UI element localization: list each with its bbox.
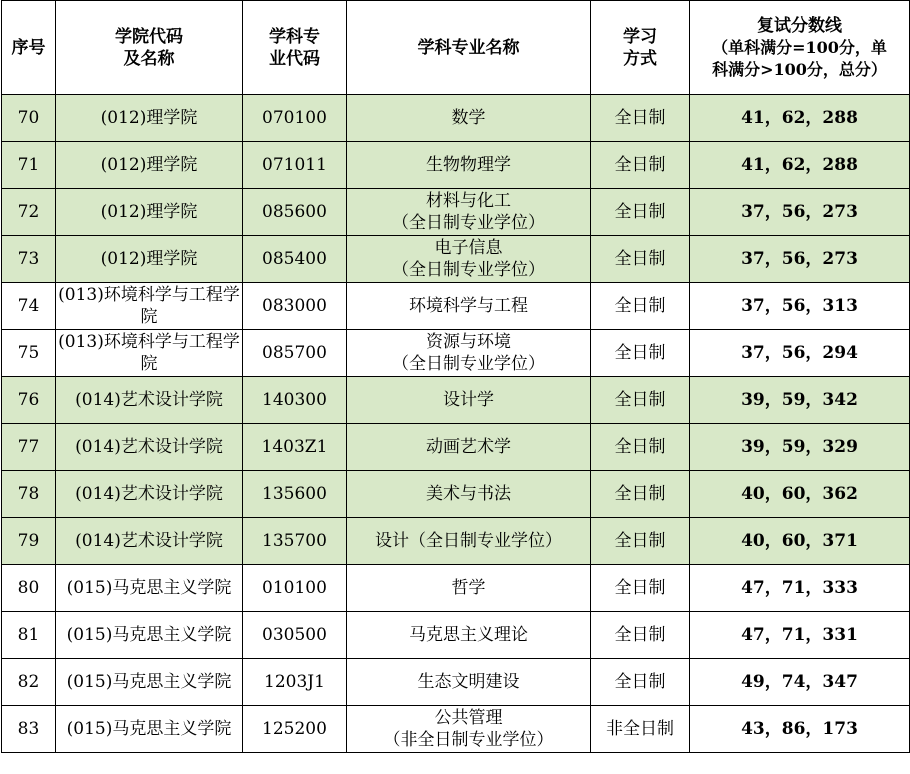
row-major-name — [347, 706, 591, 753]
row-major-name — [347, 659, 591, 706]
row-major-name — [347, 377, 591, 424]
row-school: (014)艺术设计学院 — [56, 471, 243, 518]
header-score — [690, 1, 910, 95]
row-school: (015)马克思主义学院 — [56, 565, 243, 612]
row-major-name — [347, 283, 591, 330]
row-score: 37，56，294 — [690, 330, 910, 377]
table-row — [2, 471, 910, 518]
row-school: (012)理学院 — [56, 236, 243, 283]
table-row — [2, 612, 910, 659]
row-study-mode: 全日制 — [591, 424, 690, 471]
row-study-mode: 全日制 — [591, 283, 690, 330]
header-school — [56, 1, 243, 95]
row-no: 80 — [2, 565, 56, 612]
header-mode-line2: 方式 — [623, 48, 657, 69]
row-major-name-line: 设计（全日制专业学位） — [375, 531, 562, 551]
row-major-name — [347, 518, 591, 565]
row-no: 73 — [2, 236, 56, 283]
header-school-line2: 及名称 — [123, 48, 175, 69]
row-major-name — [347, 612, 591, 659]
row-study-mode: 全日制 — [591, 565, 690, 612]
row-no: 82 — [2, 659, 56, 706]
table-row — [2, 142, 910, 189]
table-row — [2, 565, 910, 612]
header-code-line1: 学科专 — [269, 26, 320, 47]
table-row — [2, 706, 910, 753]
row-code: 1403Z1 — [243, 424, 347, 471]
table-row — [2, 236, 910, 283]
row-no: 74 — [2, 283, 56, 330]
row-score: 39，59，342 — [690, 377, 910, 424]
row-score: 37，56，273 — [690, 236, 910, 283]
table-row — [2, 424, 910, 471]
row-no: 75 — [2, 330, 56, 377]
row-school: (013)环境科学与工程学院 — [56, 283, 243, 330]
row-major-name-line: （全日制专业学位） — [392, 213, 545, 233]
header-school-line1: 学院代码 — [115, 26, 183, 47]
row-code: 085700 — [243, 330, 347, 377]
row-major-name — [347, 471, 591, 518]
row-major-name-line: 生物物理学 — [426, 155, 511, 175]
row-study-mode: 全日制 — [591, 330, 690, 377]
row-school: (014)艺术设计学院 — [56, 518, 243, 565]
row-study-mode: 全日制 — [591, 471, 690, 518]
row-school: (014)艺术设计学院 — [56, 424, 243, 471]
row-no: 77 — [2, 424, 56, 471]
row-study-mode: 全日制 — [591, 659, 690, 706]
header-no: 序号 — [2, 1, 56, 95]
row-code: 030500 — [243, 612, 347, 659]
row-code: 125200 — [243, 706, 347, 753]
row-school: (012)理学院 — [56, 189, 243, 236]
row-major-name-line: （非全日制专业学位） — [383, 730, 554, 750]
row-major-name-line: 环境科学与工程 — [409, 296, 528, 316]
header-code — [243, 1, 347, 95]
row-no: 83 — [2, 706, 56, 753]
row-score: 41，62，288 — [690, 95, 910, 142]
row-score: 40，60，362 — [690, 471, 910, 518]
table-header-row — [2, 1, 910, 95]
row-code: 135700 — [243, 518, 347, 565]
row-code: 070100 — [243, 95, 347, 142]
row-no: 78 — [2, 471, 56, 518]
header-code-line2: 业代码 — [269, 48, 320, 69]
row-major-name-line: 资源与环境 — [426, 332, 511, 352]
row-major-name-line: 公共管理 — [434, 708, 503, 728]
row-code: 083000 — [243, 283, 347, 330]
row-score: 41，62，288 — [690, 142, 910, 189]
table-row — [2, 95, 910, 142]
row-code: 1203J1 — [243, 659, 347, 706]
row-score: 47，71，333 — [690, 565, 910, 612]
table-row — [2, 518, 910, 565]
row-major-name — [347, 95, 591, 142]
row-school: (015)马克思主义学院 — [56, 612, 243, 659]
row-major-name — [347, 330, 591, 377]
row-no: 79 — [2, 518, 56, 565]
row-score: 43，86，173 — [690, 706, 910, 753]
row-no: 70 — [2, 95, 56, 142]
score-line-table — [1, 0, 910, 753]
row-no: 72 — [2, 189, 56, 236]
table-row — [2, 330, 910, 377]
row-major-name-line: 电子信息 — [434, 238, 503, 258]
row-major-name — [347, 565, 591, 612]
row-major-name — [347, 142, 591, 189]
row-score: 37，56，313 — [690, 283, 910, 330]
header-name: 学科专业名称 — [347, 1, 591, 95]
row-major-name-line: 生态文明建设 — [417, 672, 520, 692]
row-study-mode: 全日制 — [591, 95, 690, 142]
row-major-name-line: （全日制专业学位） — [392, 354, 545, 374]
row-major-name-line: （全日制专业学位） — [392, 260, 545, 280]
row-score: 47，71，331 — [690, 612, 910, 659]
row-major-name — [347, 424, 591, 471]
row-major-name — [347, 236, 591, 283]
row-major-name-line: 哲学 — [451, 578, 486, 598]
row-score: 49，74，347 — [690, 659, 910, 706]
row-code: 085400 — [243, 236, 347, 283]
row-study-mode: 全日制 — [591, 377, 690, 424]
row-score: 37，56，273 — [690, 189, 910, 236]
row-major-name-line: 美术与书法 — [426, 484, 511, 504]
header-score-line2: （单科满分=100分，单 — [712, 37, 887, 57]
row-no: 81 — [2, 612, 56, 659]
row-major-name — [347, 189, 591, 236]
header-score-line3: 科满分>100分，总分） — [712, 59, 887, 79]
row-study-mode: 全日制 — [591, 236, 690, 283]
row-major-name-line: 数学 — [451, 108, 486, 128]
row-code: 010100 — [243, 565, 347, 612]
row-code: 085600 — [243, 189, 347, 236]
row-study-mode: 全日制 — [591, 612, 690, 659]
row-code: 071011 — [243, 142, 347, 189]
row-score: 39，59，329 — [690, 424, 910, 471]
header-score-line1: 复试分数线 — [757, 15, 842, 36]
table-row — [2, 659, 910, 706]
row-study-mode: 全日制 — [591, 518, 690, 565]
row-school: (015)马克思主义学院 — [56, 659, 243, 706]
table-body — [2, 95, 910, 753]
row-code: 135600 — [243, 471, 347, 518]
row-school: (013)环境科学与工程学院 — [56, 330, 243, 377]
row-code: 140300 — [243, 377, 347, 424]
row-major-name-line: 马克思主义理论 — [409, 625, 528, 645]
row-no: 71 — [2, 142, 56, 189]
row-study-mode: 全日制 — [591, 189, 690, 236]
row-school: (015)马克思主义学院 — [56, 706, 243, 753]
row-major-name-line: 设计学 — [443, 390, 494, 410]
row-school: (014)艺术设计学院 — [56, 377, 243, 424]
header-mode — [591, 1, 690, 95]
row-study-mode: 非全日制 — [591, 706, 690, 753]
row-no: 76 — [2, 377, 56, 424]
table-row — [2, 283, 910, 330]
row-school: (012)理学院 — [56, 142, 243, 189]
row-score: 40，60，371 — [690, 518, 910, 565]
row-major-name-line: 材料与化工 — [426, 191, 511, 211]
table-row — [2, 377, 910, 424]
row-study-mode: 全日制 — [591, 142, 690, 189]
header-mode-line1: 学习 — [623, 26, 657, 47]
table-row — [2, 189, 910, 236]
row-major-name-line: 动画艺术学 — [426, 437, 511, 457]
row-school: (012)理学院 — [56, 95, 243, 142]
